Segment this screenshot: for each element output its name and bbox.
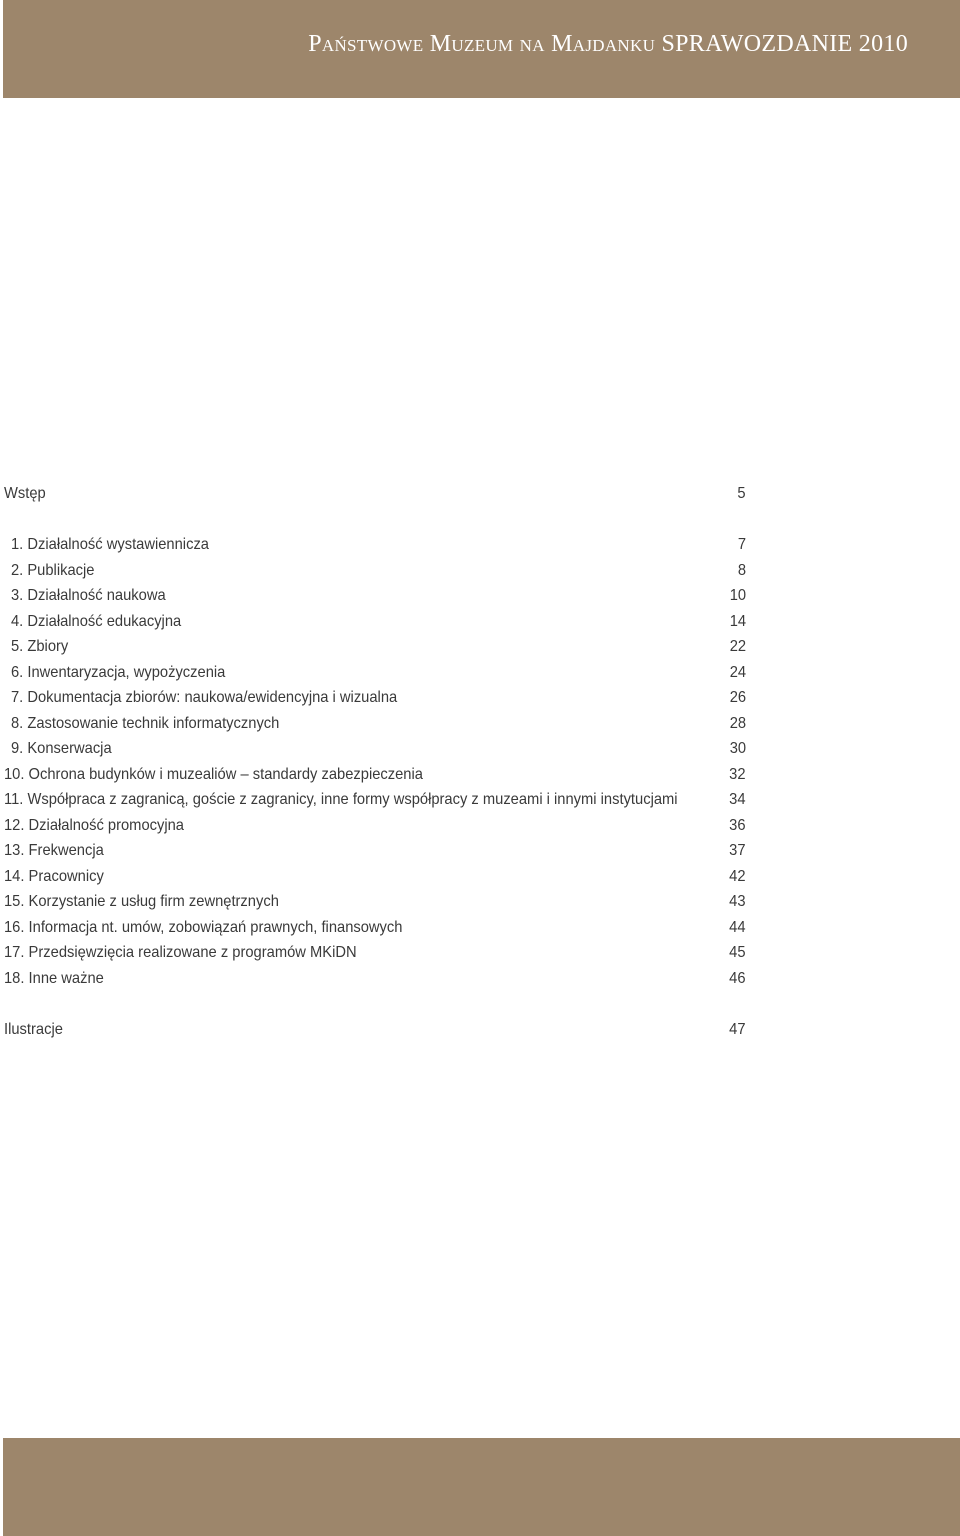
toc-item-row[interactable]	[4, 866, 746, 888]
toc-label: 11. Współpraca z zagranicą, goście z zagranicy, inne formy współpracy z muzeami i innymi instytucjami	[4, 791, 678, 808]
toc-label: 4. Działalność edukacyjna	[11, 613, 182, 630]
toc-page-number: 7	[737, 536, 747, 553]
toc-page-number: 28	[729, 715, 747, 732]
toc-item-row[interactable]	[4, 789, 746, 811]
toc-page-number: 34	[729, 791, 746, 808]
toc-label: 1. Działalność wystawiennicza	[11, 536, 209, 553]
toc-item-row[interactable]	[11, 662, 746, 684]
toc-label: 7. Dokumentacja zbiorów: naukowa/ewidencyjna i wizualna	[11, 689, 398, 706]
toc-label: 9. Konserwacja	[11, 740, 112, 757]
toc-page-number: 26	[729, 689, 747, 706]
title-word: Muzeum	[429, 31, 514, 57]
toc-label: 6. Inwentaryzacja, wypożyczenia	[11, 664, 226, 681]
toc-item-row[interactable]	[11, 713, 746, 735]
toc-page-number: 10	[729, 587, 747, 604]
toc-label: 5. Zbiory	[11, 638, 69, 655]
toc-page-number: 47	[729, 1021, 746, 1038]
toc-item-row[interactable]	[4, 917, 746, 939]
toc-page-number: 44	[729, 919, 746, 936]
toc-label: 8. Zastosowanie technik informatycznych	[11, 715, 280, 732]
toc-label: 3. Działalność naukowa	[11, 587, 166, 604]
toc-page-number: 36	[729, 817, 746, 834]
toc-item-row[interactable]	[11, 585, 746, 607]
toc-item-row[interactable]	[11, 738, 746, 760]
toc-page-number: 30	[729, 740, 747, 757]
toc-item-row[interactable]	[4, 815, 746, 837]
toc-intro-row[interactable]	[4, 483, 746, 505]
title-word: Majdanku	[551, 31, 656, 57]
toc-label: 14. Pracownicy	[4, 868, 104, 885]
header-band	[3, 0, 960, 98]
toc-label: 15. Korzystanie z usług firm zewnętrznych	[4, 893, 279, 910]
report-title	[308, 31, 908, 58]
toc-label: 17. Przedsięwzięcia realizowane z programów MKiDN	[4, 944, 357, 961]
toc-page-number: 43	[729, 893, 746, 910]
toc-page-number: 5	[737, 485, 746, 502]
toc-label: 13. Frekwencja	[4, 842, 104, 859]
toc-page-number: 42	[729, 868, 746, 885]
toc-item-row[interactable]	[11, 560, 746, 582]
toc-page-number: 22	[729, 638, 747, 655]
toc-item-row[interactable]	[11, 534, 746, 556]
toc-page-number: 45	[729, 944, 746, 961]
title-word: Państwowe	[308, 31, 424, 57]
footer-band	[3, 1438, 960, 1536]
toc-item-row[interactable]	[11, 687, 746, 709]
toc-item-row[interactable]	[11, 611, 746, 633]
toc-label: 12. Działalność promocyjna	[4, 817, 185, 834]
toc-item-row[interactable]	[4, 942, 746, 964]
toc-page-number: 14	[729, 613, 747, 630]
toc-label: 2. Publikacje	[11, 562, 95, 579]
toc-page-number: 32	[729, 766, 746, 783]
toc-page-number: 24	[729, 664, 747, 681]
toc-outro-row[interactable]	[4, 1019, 746, 1041]
toc-label: Ilustracje	[4, 1021, 63, 1038]
toc-item-row[interactable]	[4, 764, 746, 786]
toc-item-row[interactable]	[11, 636, 746, 658]
toc-page-number: 46	[729, 970, 746, 987]
toc-item-row[interactable]	[4, 840, 746, 862]
toc-label: 10. Ochrona budynków i muzealiów – standardy zabezpieczenia	[4, 766, 423, 783]
toc-page-number: 37	[729, 842, 746, 859]
toc-label: 16. Informacja nt. umów, zobowiązań prawnych, finansowych	[4, 919, 403, 936]
title-word: na	[519, 31, 545, 57]
toc-item-row[interactable]	[4, 891, 746, 913]
toc-item-row[interactable]	[4, 968, 746, 990]
toc-page-number: 8	[737, 562, 747, 579]
toc-label: Wstęp	[4, 485, 46, 502]
toc-label: 18. Inne ważne	[4, 970, 104, 987]
title-word: 2010	[858, 31, 908, 57]
title-word: SPRAWOZDANIE	[661, 31, 853, 57]
